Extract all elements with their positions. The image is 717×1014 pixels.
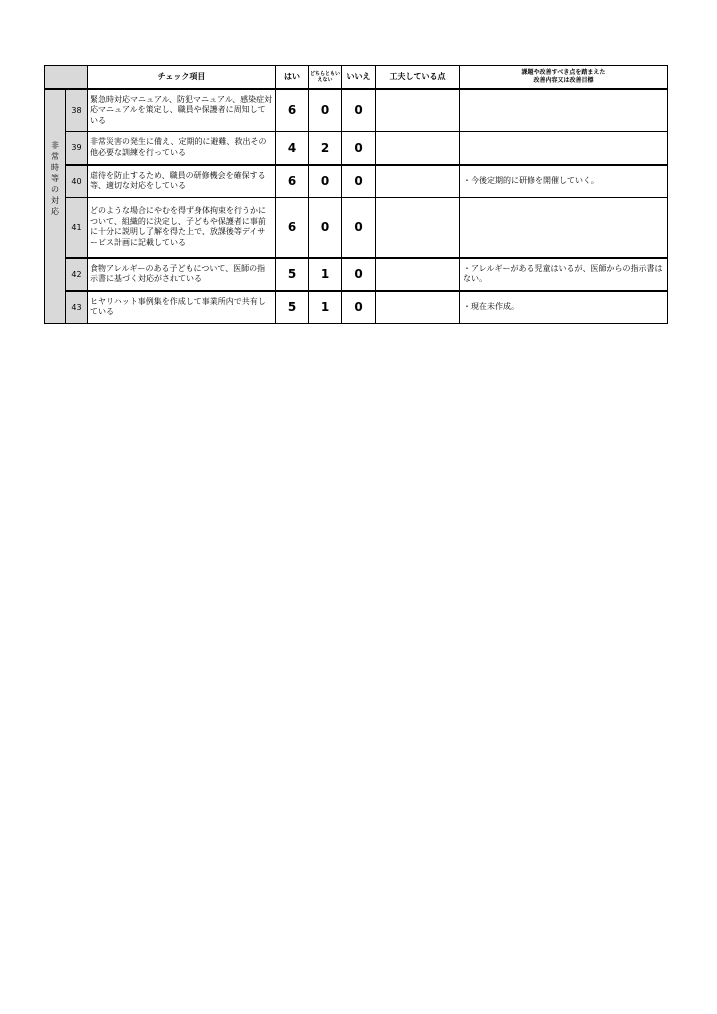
no-count: 0	[342, 89, 376, 132]
issue-cell	[460, 89, 668, 132]
improvement-cell	[376, 89, 460, 132]
issue-cell	[460, 198, 668, 258]
unknown-count: 0	[309, 165, 342, 198]
header-issues-line2: 改善内容又は改善目標	[533, 76, 594, 84]
unknown-count: 0	[309, 198, 342, 258]
item-number: 40	[66, 165, 88, 198]
improvement-cell	[376, 132, 460, 165]
header-improvements: 工夫している点	[376, 66, 460, 89]
category-char: 等	[51, 173, 59, 183]
item-text: ヒヤリハット事例集を作成して事業所内で共有している	[88, 291, 276, 324]
yes-count: 6	[276, 165, 309, 198]
no-count: 0	[342, 291, 376, 324]
header-row	[45, 66, 668, 89]
header-check-item: チェック項目	[88, 66, 276, 89]
issue-cell	[460, 132, 668, 165]
header-unknown: どちらともいえない	[309, 66, 342, 89]
header-blank-cell	[45, 66, 88, 89]
item-text: 非常災害の発生に備え、定期的に避難、救出その他必要な訓練を行っている	[88, 132, 276, 165]
table-row	[45, 198, 668, 258]
improvement-cell	[376, 258, 460, 291]
table-row	[45, 165, 668, 198]
improvement-cell	[376, 198, 460, 258]
unknown-count: 1	[309, 258, 342, 291]
category-char: 常	[51, 151, 59, 161]
category-char: 非	[51, 140, 59, 150]
table-row	[45, 132, 668, 165]
item-text: 食物アレルギーのある子どもについて、医師の指示書に基づく対応がされている	[88, 258, 276, 291]
no-count: 0	[342, 198, 376, 258]
table-row	[45, 258, 668, 291]
table-row	[45, 89, 668, 132]
no-count: 0	[342, 132, 376, 165]
table-row	[45, 291, 668, 324]
unknown-count: 0	[309, 89, 342, 132]
yes-count: 6	[276, 89, 309, 132]
category-char: 対	[51, 195, 59, 205]
issue-cell: ・アレルギーがある児童はいるが、医師からの指示書はない。	[460, 258, 668, 291]
yes-count: 4	[276, 132, 309, 165]
header-no: いいえ	[342, 66, 376, 89]
yes-count: 5	[276, 291, 309, 324]
category-char: 応	[51, 206, 59, 216]
header-yes: はい	[276, 66, 309, 89]
category-char: 時	[51, 162, 59, 172]
improvement-cell	[376, 165, 460, 198]
category-cell	[45, 89, 66, 324]
category-char: の	[51, 184, 59, 194]
item-number: 42	[66, 258, 88, 291]
item-text: 緊急時対応マニュアル、防犯マニュアル、感染症対応マニュアルを策定し、職員や保護者に周知している	[88, 89, 276, 132]
self-evaluation-table	[44, 65, 668, 324]
item-number: 38	[66, 89, 88, 132]
unknown-count: 1	[309, 291, 342, 324]
item-number: 41	[66, 198, 88, 258]
issue-cell: ・今後定期的に研修を開催していく。	[460, 165, 668, 198]
no-count: 0	[342, 258, 376, 291]
improvement-cell	[376, 291, 460, 324]
yes-count: 6	[276, 198, 309, 258]
unknown-count: 2	[309, 132, 342, 165]
header-issues-line1: 課題や改善すべき点を踏まえた	[521, 68, 606, 76]
item-number: 43	[66, 291, 88, 324]
item-number: 39	[66, 132, 88, 165]
yes-count: 5	[276, 258, 309, 291]
header-issues	[460, 66, 668, 89]
issue-cell: ・現在未作成。	[460, 291, 668, 324]
item-text: どのような場合にやむを得ず身体拘束を行うかについて、組織的に決定し、子どもや保護者に事前に十分に説明し了解を得た上で、放課後等デイサービス計画に記載している	[88, 198, 276, 258]
item-text: 虐待を防止するため、職員の研修機会を確保する等、適切な対応をしている	[88, 165, 276, 198]
no-count: 0	[342, 165, 376, 198]
